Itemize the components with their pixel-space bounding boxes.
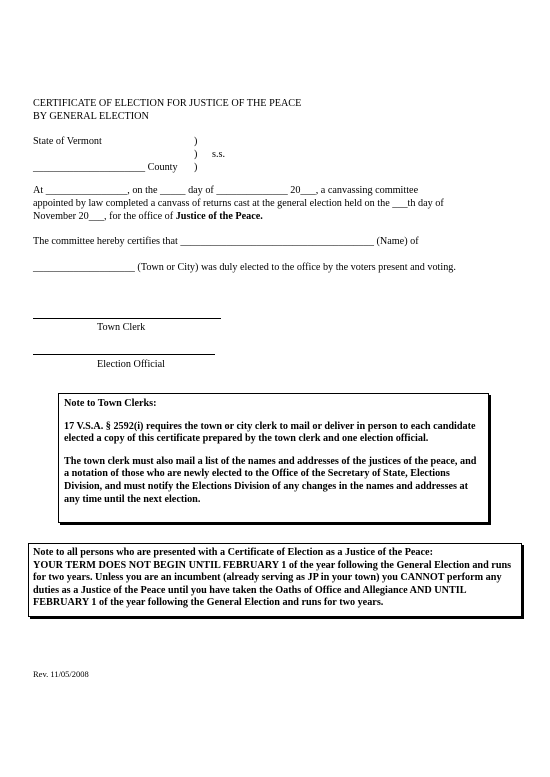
venue-paren-1: ) [194,136,198,147]
county-blank: ______________________ County [33,162,178,173]
state-label: State of Vermont [33,136,102,147]
note-justices-body: YOUR TERM DOES NOT BEGIN UNTIL FEBRUARY 1 of the year following the General Election and runs for two years. Unless you are an incumbent (already serving as JP in your town) you CANNOT perform any duties as a Justice of the Peace until you have taken the Oaths of Office and Allegiance AND UNTIL FEBRUARY 1 of the year following the General Election and runs for two years. [33,559,512,609]
venue-ss: s.s. [212,149,226,160]
certify-line: The committee hereby certifies that ______________________________________ (Name) of [33,236,419,247]
document-title [33,97,301,123]
title-line-1: CERTIFICATE OF ELECTION FOR JUSTICE OF THE PEACE [33,98,302,109]
note-clerks-paragraph-1: 17 V.S.A. § 2592(i) requires the town or city clerk to mail or deliver in person to each candidate elected a copy of this certificate prepared by the town clerk and one election official. [64,420,476,445]
canvass-line-3-text: November 20___, for the office of [33,211,176,222]
elected-line: ____________________ (Town or City) was duly elected to the office by the voters present and voting. [33,262,456,273]
election-official-label: Election Official [97,359,165,370]
title-line-2: BY GENERAL ELECTION [33,111,149,122]
note-justices-heading: Note to all persons who are presented with a Certificate of Election as a Justice of the Peace: [33,547,433,558]
election-official-signature-line [33,354,215,355]
note-clerks-paragraph-2: The town clerk must also mail a list of the names and addresses of the justices of the peace, and a notation of those who are newly elected to the Office of the Secretary of State, Elections Division, and must notify the Elections Division of any changes in the names and addresses at any time until the next election. [64,455,477,505]
note-clerks-heading: Note to Town Clerks: [64,398,157,409]
venue-paren-2: ) [194,149,198,160]
canvass-line-2: appointed by law completed a canvass of returns cast at the general election held on the ___th day of [33,198,444,209]
revision-date: Rev. 11/05/2008 [33,669,89,679]
canvass-line-3 [33,210,263,223]
note-to-justices-box [28,543,522,617]
office-name: Justice of the Peace. [175,211,263,222]
note-to-town-clerks-box [58,393,489,523]
town-clerk-signature-line [33,318,221,319]
canvass-line-1: At ________________, on the _____ day of ______________ 20___, a canvassing committee [33,185,419,196]
town-clerk-label: Town Clerk [97,322,146,333]
venue-paren-3: ) [194,162,198,173]
